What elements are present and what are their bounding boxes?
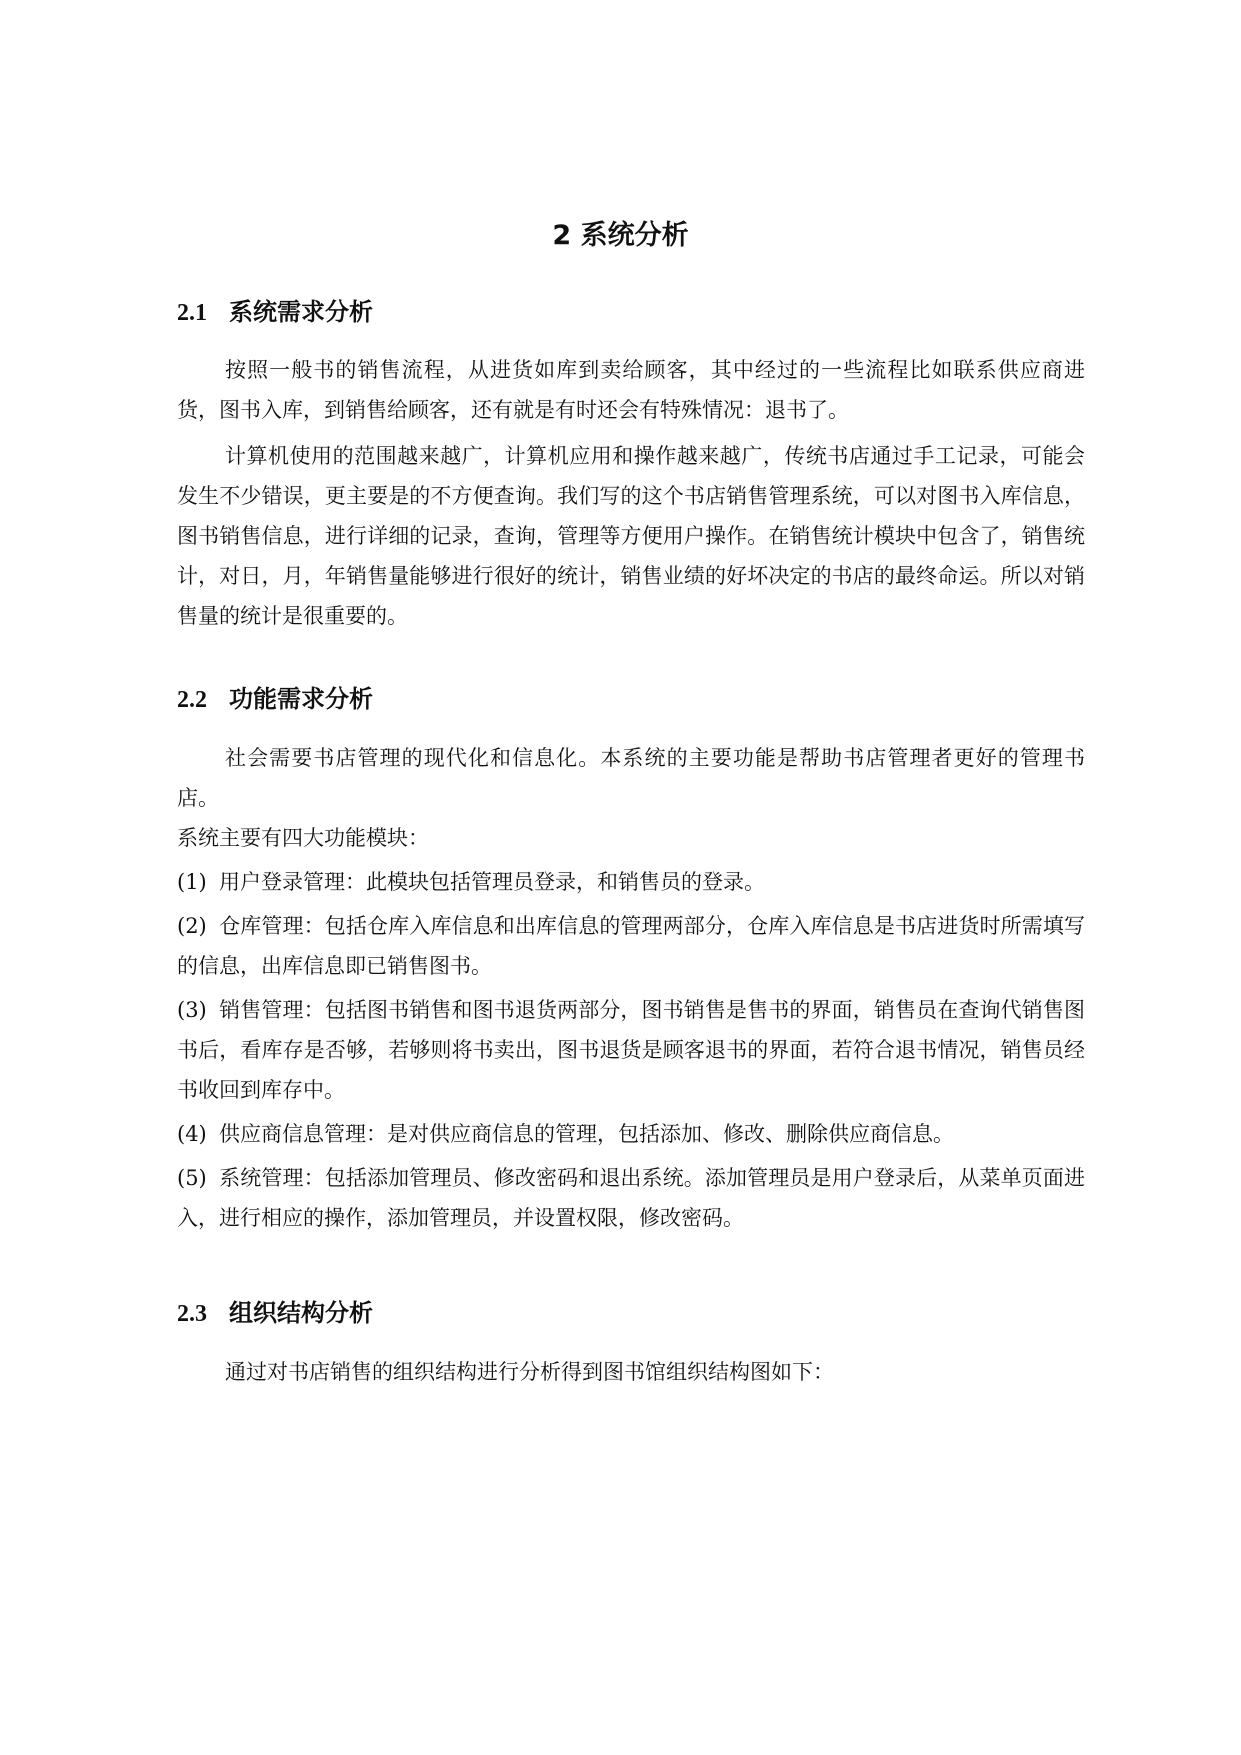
section-body-2-1	[177, 350, 1085, 636]
list-item-number: (4)	[177, 1122, 207, 1146]
list-item-text: 销售管理：包括图书销售和图书退货两部分，图书销售是售书的界面，销售员在查询代销售图书后，看库存是否够，若够则将书卖出，图书退货是顾客退书的界面，若符合退书情况，销售员经书收回到库存中。	[177, 998, 1085, 1102]
list-item-number: (5)	[177, 1166, 207, 1190]
section-title: 系统需求分析	[229, 298, 373, 326]
section-body-2-3	[177, 1352, 1085, 1392]
list-item-number: (3)	[177, 998, 207, 1022]
section-heading-2-3	[177, 1296, 1077, 1331]
section-body-2-2	[177, 738, 1085, 1238]
section-number: 2.3	[177, 1301, 207, 1327]
section-number: 2.1	[177, 300, 207, 326]
paragraph: 按照一般书的销售流程，从进货如库到卖给顾客，其中经过的一些流程比如联系供应商进货，图书入库，到销售给顾客，还有就是有时还会有特殊情况：退书了。	[177, 358, 1085, 422]
list-item-number: (1)	[177, 870, 207, 894]
list-item	[177, 990, 1085, 1110]
list-item-text: 用户登录管理：此模块包括管理员登录，和销售员的登录。	[219, 870, 765, 894]
list-item-number: (2)	[177, 914, 207, 938]
section-heading-2-1	[177, 295, 1077, 330]
paragraph: 社会需要书店管理的现代化和信息化。本系统的主要功能是帮助书店管理者更好的管理书店。	[177, 746, 1085, 810]
list-item-text: 仓库管理：包括仓库入库信息和出库信息的管理两部分，仓库入库信息是书店进货时所需填写的信息，出库信息即已销售图书。	[177, 914, 1085, 978]
section-title: 组织结构分析	[229, 1299, 373, 1327]
list-item-text: 系统管理：包括添加管理员、修改密码和退出系统。添加管理员是用户登录后，从菜单页面进入，进行相应的操作，添加管理员，并设置权限，修改密码。	[177, 1166, 1085, 1230]
paragraph: 计算机使用的范围越来越广，计算机应用和操作越来越广，传统书店通过手工记录，可能会发生不少错误，更主要是的不方便查询。我们写的这个书店销售管理系统，可以对图书入库信息，图书销售信息，进行详细的记录，查询，管理等方便用户操作。在销售统计模块中包含了，销售统计，对日，月，年销售量能够进行很好的统计，销售业绩的好坏决定的书店的最终命运。所以对销售量的统计是很重要的。	[177, 444, 1085, 628]
section-title: 功能需求分析	[229, 685, 373, 713]
list-item-text: 供应商信息管理：是对供应商信息的管理，包括添加、修改、删除供应商信息。	[219, 1122, 954, 1146]
list-item	[177, 1158, 1085, 1238]
section-heading-2-2	[177, 682, 1077, 717]
chapter-title: 2 系统分析	[552, 220, 689, 251]
list-intro: 系统主要有四大功能模块：	[177, 826, 429, 850]
section-number: 2.2	[177, 687, 207, 713]
list-item	[177, 862, 1085, 902]
list-item	[177, 1114, 1085, 1154]
paragraph: 通过对书店销售的组织结构进行分析得到图书馆组织结构图如下：	[225, 1360, 834, 1384]
list-item	[177, 906, 1085, 986]
